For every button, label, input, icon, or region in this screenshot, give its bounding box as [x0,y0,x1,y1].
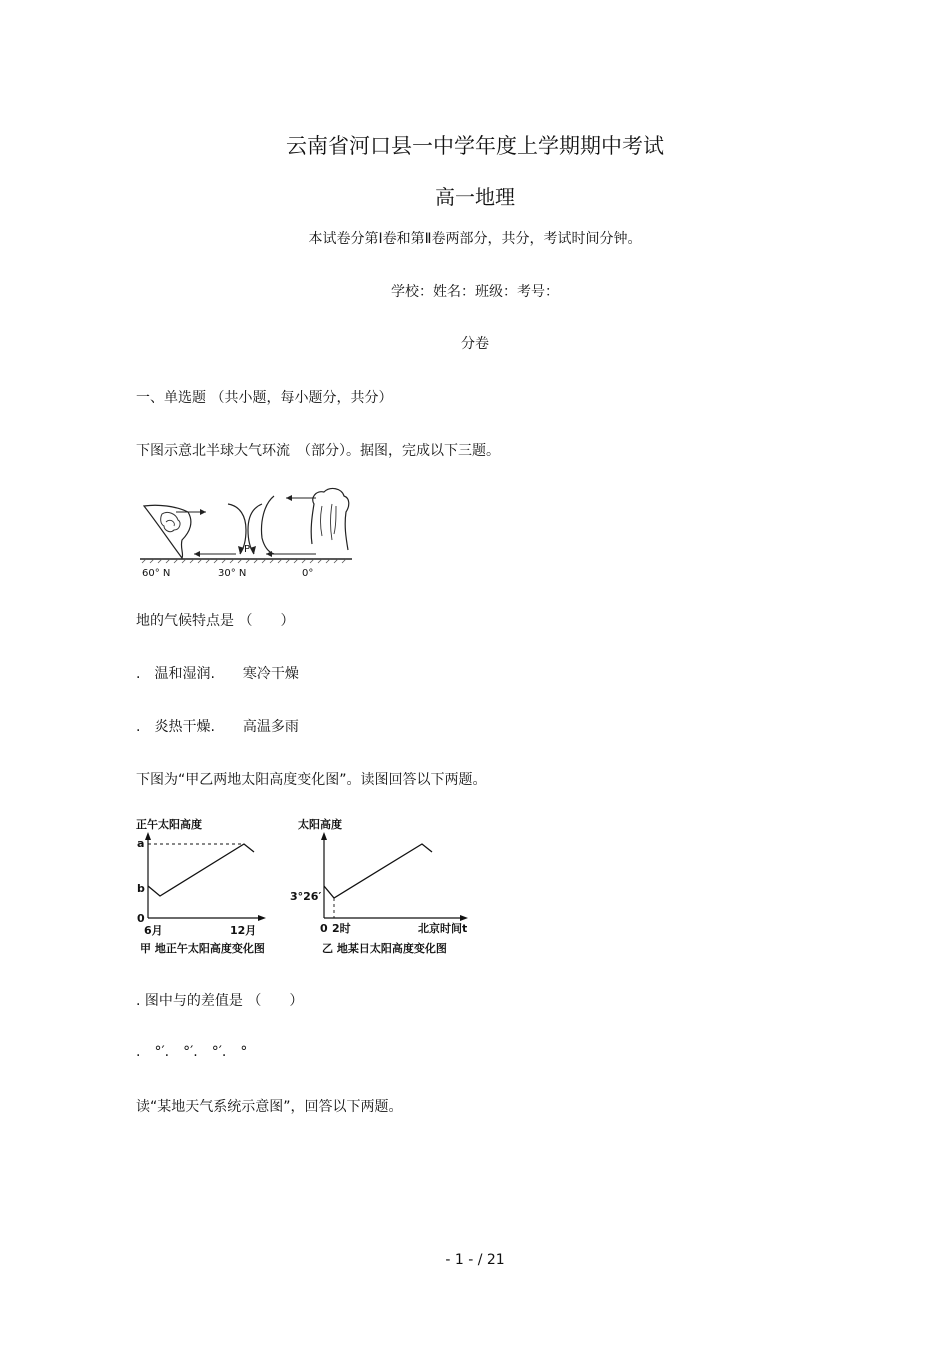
student-info: 学校：姓名：班级：考号： [391,284,559,300]
question-3-stem: 读“某地天气系统示意图”，回答以下两题。 [136,1099,403,1115]
sun-altitude-figure [134,812,479,962]
latitude-30n-label: 30° N [218,568,247,579]
left-graph-tick-b: b [137,882,145,895]
question-1-options-row-1: . 温和湿润. 寒冷干燥 [136,666,299,682]
left-graph-tick-a: a [137,837,145,850]
section-heading: 一、单选题 （共小题，每小题分，共分） [136,390,393,406]
right-graph-x-end: 北京时间t [418,922,468,935]
left-graph-caption: 甲 地正午太阳高度变化图 [140,942,265,955]
left-graph-ylabel: 正午太阳高度 [136,818,202,831]
exam-intro: 本试卷分第Ⅰ卷和第Ⅱ卷两部分，共分，考试时间分钟。 [308,231,642,247]
section-label: 分卷 [461,336,489,352]
latitude-60n-label: 60° N [142,568,171,579]
right-graph-x-2: 2时 [332,922,351,935]
right-graph-tick-0: 0 [320,922,328,935]
right-graph-caption: 乙 地某日太阳高度变化图 [322,942,447,955]
question-1-prompt: 地的气候特点是 （ ） [136,613,295,629]
atmospheric-circulation-figure [136,482,356,582]
right-graph-tick-y: 3°26′ [290,890,322,903]
question-2-stem: 下图为“甲乙两地太阳高度变化图”。读图回答以下两题。 [136,772,487,788]
question-1-stem: 下图示意北半球大气环流 （部分）。据图，完成以下三题。 [136,443,500,459]
left-graph-tick-0: 0 [137,912,145,925]
question-2-prompt: . 图中与的差值是 （ ） [136,993,304,1009]
left-graph-x-end: 12月 [230,924,257,937]
latitude-0-label: 0° [302,568,314,579]
page-number: - 1 - / 21 [445,1252,505,1268]
exam-subject: 高一地理 [435,185,515,209]
left-graph-x-start: 6月 [144,924,163,937]
question-1-options-row-2: . 炎热干燥. 高温多雨 [136,719,299,735]
point-p-label: P [244,544,251,555]
question-2-options: . °′. °′. °′. ° [136,1044,248,1060]
right-graph-ylabel: 太阳高度 [298,818,342,831]
exam-title: 云南省河口县一中学年度上学期期中考试 [286,134,664,158]
